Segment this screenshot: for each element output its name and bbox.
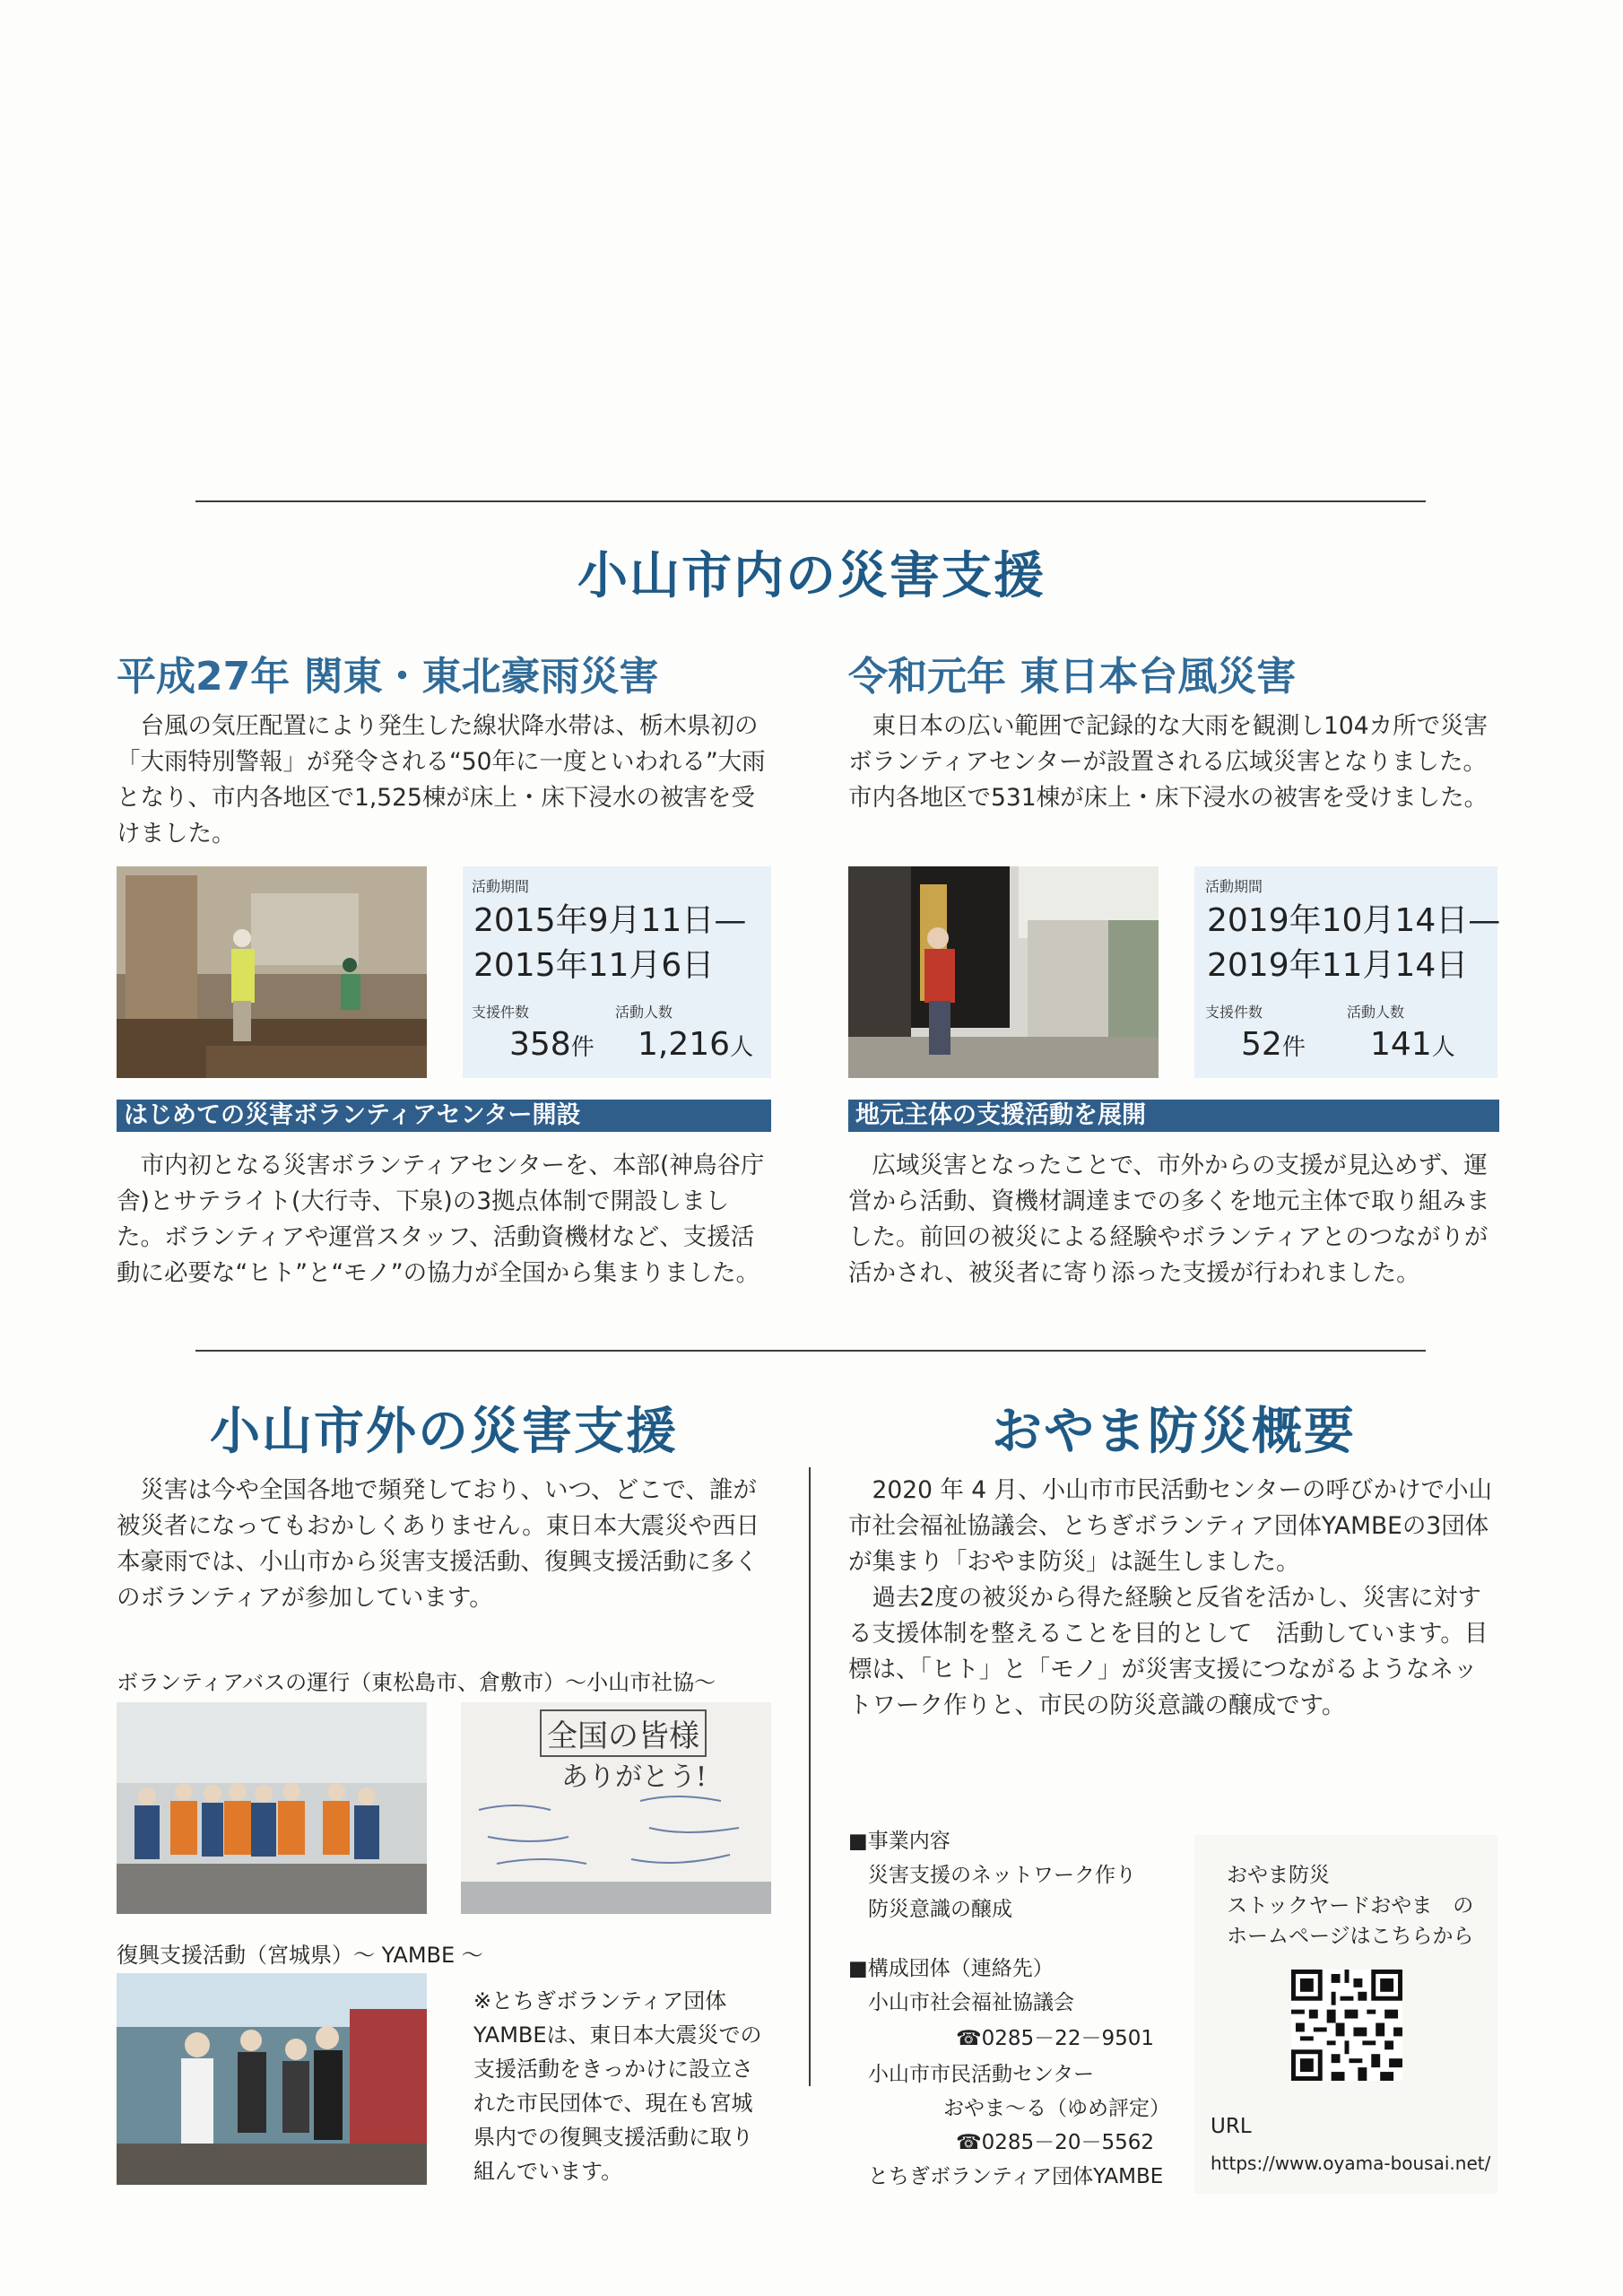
- business-item-1: 災害支援のネットワーク作り: [868, 1864, 1136, 1887]
- business-heading: ■事業内容: [848, 1830, 950, 1853]
- overview-title: おやま防災概要: [992, 1403, 1356, 1461]
- right-people-value: [1370, 1026, 1455, 1063]
- left-stats-box: [463, 866, 771, 1078]
- left-period-start: 2015年9月11日—: [473, 902, 747, 939]
- yambe-photo: [117, 1973, 427, 2185]
- right-cases-value: [1241, 1026, 1306, 1063]
- left-body: 市内初となる災害ボランティアセンターを、本部(神鳥谷庁舎)とサテライト(大行寺、下泉)の3拠点体制で開設しました。ボランティアや運営スタッフ、活動資機材など、支援活動に必要な“ヒト”と“モノ”の協力が全国から集まりました。: [117, 1152, 765, 1287]
- homepage-line-3: ホームページはこちらから: [1227, 1925, 1474, 1948]
- right-body: 広域災害となったことで、市外からの支援が見込めず、運営から活動、資機材調達までの多くを地元主体で取り組みました。前回の被災による経験やボランティアとのつながりが活かされ、被災者に寄り添った支援が行われました。: [848, 1152, 1490, 1287]
- homepage-url-link[interactable]: https://www.oyama-bousai.net/: [1211, 2152, 1491, 2174]
- left-people-unit: 人: [730, 1034, 754, 1061]
- member-1: 小山市社会福祉協議会: [868, 1991, 1074, 2014]
- left-flood-photo: [117, 866, 427, 1078]
- right-period-start: 2019年10月14日—: [1207, 902, 1501, 939]
- banner-line1: 全国の皆様: [540, 1709, 707, 1757]
- right-people-number: 141: [1370, 1026, 1432, 1063]
- homepage-line-1: おやま防災: [1227, 1864, 1330, 1887]
- left-heading: 平成27年 関東・東北豪雨災害: [117, 654, 659, 700]
- right-cases-number: 52: [1241, 1026, 1282, 1063]
- left-cases-number: 358: [509, 1026, 571, 1063]
- right-flood-photo: [848, 866, 1159, 1078]
- left-period-end: 2015年11月6日: [473, 947, 715, 984]
- member-2: 小山市市民活動センター: [868, 2063, 1095, 2086]
- homepage-line-2: ストックヤードおやま の: [1227, 1894, 1474, 1918]
- thank-you-banner-photo: [461, 1702, 771, 1914]
- left-cases-label: 支援件数: [472, 1004, 530, 1021]
- middle-divider: [195, 1350, 1426, 1352]
- right-stats-box: [1194, 866, 1501, 1078]
- overview-paragraph-1: 2020 年 4 月、小山市市民活動センターの呼びかけで小山市社会福祉協議会、とちぎボランティア団体YAMBEの3団体が集まり「おやま防災」は誕生しました。: [848, 1476, 1493, 1576]
- left-intro: 台風の気圧配置により発生した線状降水帯は、栃木県初の「大雨特別警報」が発令される“50年に一度といわれる”大雨となり、市内各地区で1,525棟が床上・床下浸水の被害を受けました。: [117, 712, 766, 848]
- url-label: URL: [1211, 2115, 1252, 2138]
- left-cases-unit: 件: [570, 1034, 595, 1061]
- outside-title: 小山市外の災害支援: [210, 1403, 678, 1461]
- member-2-sub: おやま～る（ゆめ評定）: [943, 2097, 1170, 2120]
- overview-paragraph-2: 過去2度の被災から得た経験と反省を活かし、災害に対する支援体制を整えることを目的として 活動しています。目標は、「ヒト」と「モノ」が災害支援につながるようなネットワーク作りと、市民の防災意識の醸成です。: [848, 1584, 1488, 1719]
- right-period-end: 2019年11月14日: [1207, 947, 1469, 984]
- right-cases-label: 支援件数: [1205, 1004, 1263, 1021]
- volunteer-group-photo: [117, 1702, 427, 1914]
- member-2-tel: ☎0285－20－5562: [956, 2131, 1154, 2154]
- page-title: 小山市内の災害支援: [577, 547, 1046, 605]
- banner-line2: ありがとう!: [561, 1761, 707, 1793]
- column-divider: [809, 1467, 811, 2086]
- business-item-2: 防災意識の醸成: [868, 1898, 1012, 1921]
- left-people-label: 活動人数: [615, 1004, 673, 1021]
- right-people-unit: 人: [1431, 1034, 1455, 1061]
- member-3: とちぎボランティア団体YAMBE: [868, 2165, 1164, 2188]
- right-intro: 東日本の広い範囲で記録的な大雨を観測し104カ所で災害ボランティアセンターが設置される広域災害となりました。市内各地区で531棟が床上・床下浸水の被害を受けました。: [848, 712, 1488, 812]
- left-people-number: 1,216: [638, 1026, 731, 1063]
- left-people-value: [638, 1026, 753, 1063]
- right-cases-unit: 件: [1281, 1034, 1306, 1061]
- left-section-band: はじめての災害ボランティアセンター開設: [117, 1100, 771, 1132]
- right-section-band: 地元主体の支援活動を展開: [848, 1100, 1499, 1132]
- outside-body: 災害は今や全国各地で頻発しており、いつ、どこで、誰が被災者になってもおかしくありません。東日本大震災や西日本豪雨では、小山市から災害支援活動、復興支援活動に多くのボランティアが参加しています。: [117, 1476, 760, 1612]
- right-people-label: 活動人数: [1347, 1004, 1405, 1021]
- right-heading: 令和元年 東日本台風災害: [848, 654, 1297, 700]
- members-heading: ■構成団体（連絡先）: [848, 1957, 1054, 1980]
- right-period-label: 活動期間: [1205, 878, 1263, 895]
- yambe-caption: 復興支援活動（宮城県）～ YAMBE ～: [117, 1943, 483, 1968]
- left-period-label: 活動期間: [472, 878, 530, 895]
- qr-code-icon[interactable]: [1291, 1970, 1402, 2081]
- left-cases-value: [509, 1026, 595, 1063]
- yambe-note: ※とちぎボランティア団体YAMBEは、東日本大震災での支援活動をきっかけに設立された市民団体で、現在も宮城県内での復興支援活動に取り組んでいます。: [473, 1988, 762, 2184]
- homepage-box: [1194, 1835, 1497, 2194]
- member-1-tel: ☎0285－22－9501: [956, 2027, 1154, 2050]
- top-divider: [195, 500, 1426, 502]
- bus-caption: ボランティアバスの運行（東松島市、倉敷市）～小山市社協～: [117, 1670, 716, 1695]
